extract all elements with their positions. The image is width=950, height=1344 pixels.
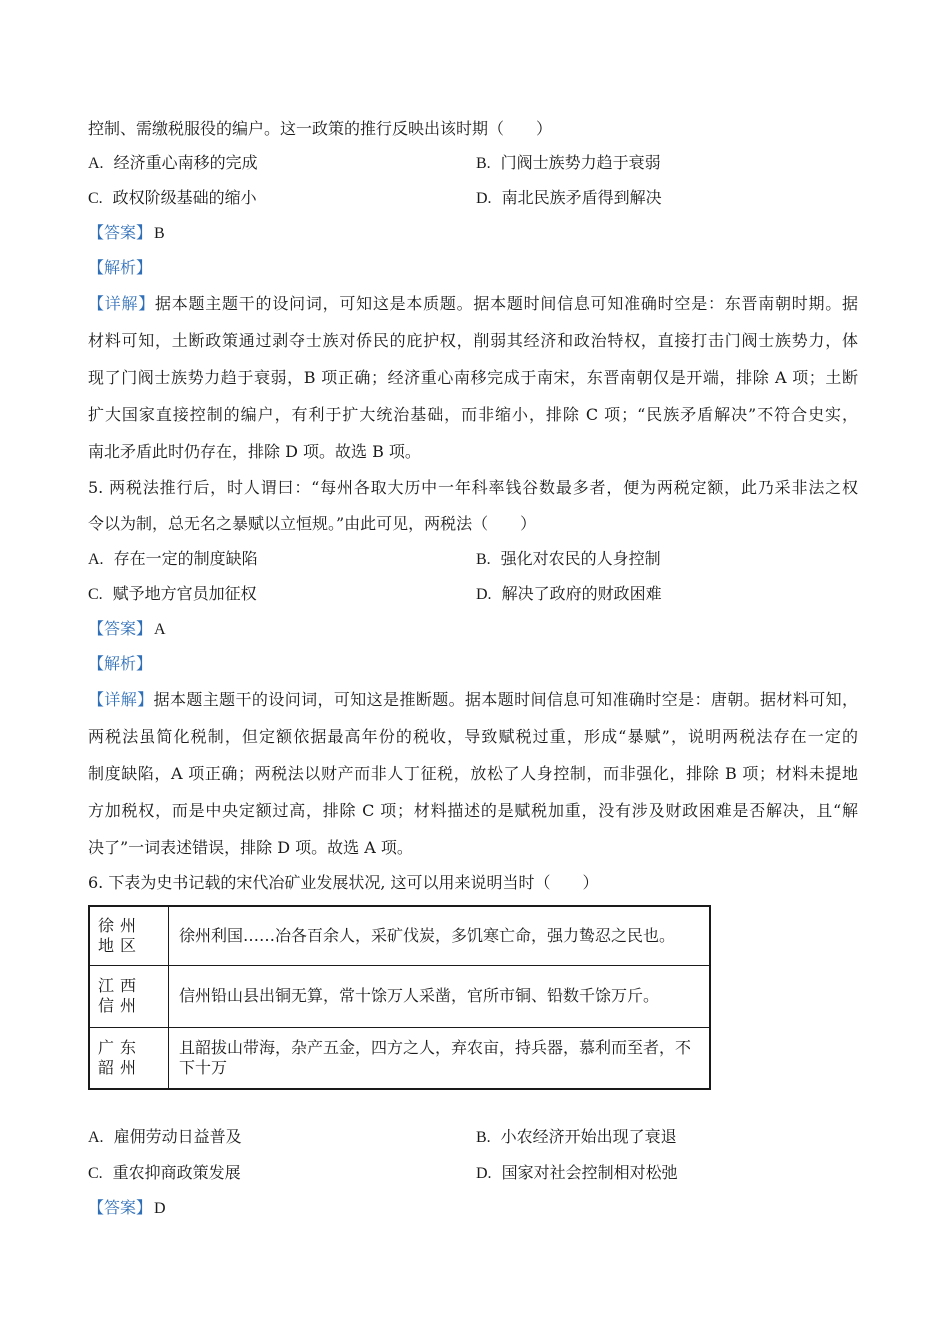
option-text: 政权阶级基础的缩小 bbox=[112, 188, 257, 207]
region-cell: 徐州地区 bbox=[89, 906, 169, 965]
option-text: 强化对农民的人身控制 bbox=[500, 549, 661, 568]
analysis-label: 【解析】 bbox=[88, 258, 153, 277]
option-text: 国家对社会控制相对松弛 bbox=[501, 1163, 678, 1182]
q5-detail-line-4: 方加税权，而是中央定额过高，排除 C 项；材料描述的是赋税加重，没有涉及财政困难是否解决，且“解 bbox=[88, 801, 858, 820]
q4-detail-line-3: 现了门阀士族势力趋于衰弱，B 项正确；经济重心南移完成于南宋，东晋南朝仅是开端，排除 A 项；土断 bbox=[88, 368, 858, 387]
q6-stem: 6. 下表为史书记载的宋代冶矿业发展状况, 这可以用来说明当时（ ） bbox=[88, 873, 599, 892]
option-letter: A. bbox=[88, 1129, 104, 1146]
option-letter: C. bbox=[88, 586, 103, 603]
option-letter: A. bbox=[88, 155, 104, 172]
q5-detail-line-3: 制度缺陷，A 项正确；两税法以财产而非人丁征税，放松了人身控制，而非强化，排除 B 项；材料未提地 bbox=[88, 764, 858, 783]
q5-detail-line-5: 决了”一词表述错误，排除 D 项。故选 A 项。 bbox=[88, 838, 413, 857]
option-text: 存在一定的制度缺陷 bbox=[113, 549, 258, 568]
option-text: 经济重心南移的完成 bbox=[113, 153, 258, 172]
q6-table bbox=[88, 905, 711, 1090]
q4-detail-line-5: 南北矛盾此时仍存在，排除 D 项。故选 B 项。 bbox=[88, 442, 421, 461]
q5-answer bbox=[88, 619, 166, 640]
q6-option-c[interactable] bbox=[88, 1163, 241, 1184]
option-letter: D. bbox=[476, 586, 492, 603]
q5-option-d[interactable] bbox=[476, 584, 662, 605]
q4-detail-line-2: 材料可知，土断政策通过剥夺士族对侨民的庇护权，削弱其经济和政治特权，直接打击门阀士族势力，体 bbox=[88, 331, 858, 350]
q4-option-c[interactable] bbox=[88, 188, 257, 209]
q4-detail-line-4: 扩大国家直接控制的编户，有利于扩大统治基础，而非缩小，排除 C 项；“民族矛盾解决”不符合史实， bbox=[88, 405, 858, 424]
record-cell: 徐州利国……冶各百余人，采矿伐炭，多饥寒亡命，强力鸷忍之民也。 bbox=[169, 906, 711, 965]
option-text: 雇佣劳动日益普及 bbox=[113, 1127, 242, 1146]
option-letter: A. bbox=[88, 551, 104, 568]
q4-detail-line-1 bbox=[88, 294, 858, 314]
option-letter: D. bbox=[476, 190, 492, 207]
answer-label: 【答案】 bbox=[88, 619, 153, 638]
detail-text: 据本题主题干的设问词，可知这是本质题。据本题时间信息可知准确时空是：东晋南朝时期。据 bbox=[155, 294, 858, 313]
q6-option-d[interactable] bbox=[476, 1163, 678, 1184]
option-text: 南北民族矛盾得到解决 bbox=[501, 188, 662, 207]
q4-stem: 控制、需缴税服役的编户。这一政策的推行反映出该时期（ ） bbox=[88, 119, 553, 138]
q5-detail-line-1 bbox=[88, 690, 858, 710]
region-cell: 江西信州 bbox=[89, 965, 169, 1027]
q4-analysis-label bbox=[88, 258, 152, 278]
answer-value: B bbox=[154, 225, 165, 242]
table-row bbox=[89, 965, 710, 1027]
option-letter: B. bbox=[476, 155, 491, 172]
detail-label: 【详解】 bbox=[88, 294, 156, 313]
option-text: 小农经济开始出现了衰退 bbox=[500, 1127, 677, 1146]
option-letter: B. bbox=[476, 551, 491, 568]
option-letter: B. bbox=[476, 1129, 491, 1146]
q4-option-b[interactable] bbox=[476, 153, 661, 174]
q5-option-a[interactable] bbox=[88, 549, 258, 570]
q5-detail-line-2: 两税法虽简化税制，但定额依据最高年份的税收，导致赋税过重，形成“暴赋”，说明两税法存在一定的 bbox=[88, 727, 858, 746]
answer-label: 【答案】 bbox=[88, 223, 153, 242]
answer-value: D bbox=[154, 1200, 166, 1217]
table-row bbox=[89, 1027, 710, 1089]
option-letter: D. bbox=[476, 1165, 492, 1182]
option-letter: C. bbox=[88, 1165, 103, 1182]
q6-answer bbox=[88, 1198, 166, 1219]
detail-text: 据本题主题干的设问词，可知这是推断题。据本题时间信息可知准确时空是：唐朝。据材料可知， bbox=[153, 690, 858, 709]
option-letter: C. bbox=[88, 190, 103, 207]
q5-stem-line-2: 令以为制，总无名之暴赋以立恒规。”由此可见，两税法（ ） bbox=[88, 514, 537, 533]
region-cell: 广东韶州 bbox=[89, 1027, 169, 1089]
q5-option-b[interactable] bbox=[476, 549, 661, 570]
record-cell: 且韶拔山带海，杂产五金，四方之人，弃农亩，持兵器，慕利而至者，不下十万 bbox=[169, 1027, 711, 1089]
table-row bbox=[89, 906, 710, 965]
q5-option-c[interactable] bbox=[88, 584, 257, 605]
record-cell: 信州铅山县出铜无算，常十馀万人采凿，官所市铜、铅数千馀万斤。 bbox=[169, 965, 711, 1027]
q4-option-a[interactable] bbox=[88, 153, 258, 174]
answer-label: 【答案】 bbox=[88, 1198, 153, 1217]
q4-option-d[interactable] bbox=[476, 188, 662, 209]
option-text: 解决了政府的财政困难 bbox=[501, 584, 662, 603]
option-text: 赋予地方官员加征权 bbox=[112, 584, 257, 603]
option-text: 重农抑商政策发展 bbox=[112, 1163, 241, 1182]
analysis-label: 【解析】 bbox=[88, 654, 153, 673]
q6-option-b[interactable] bbox=[476, 1127, 677, 1148]
q5-stem-line-1: 5. 两税法推行后，时人谓曰：“每州各取大历中一年科率钱谷数最多者，便为两税定额，此乃采非法之权 bbox=[88, 478, 858, 497]
q6-option-a[interactable] bbox=[88, 1127, 242, 1148]
answer-value: A bbox=[154, 621, 166, 638]
option-text: 门阀士族势力趋于衰弱 bbox=[500, 153, 661, 172]
q4-answer bbox=[88, 223, 165, 244]
detail-label: 【详解】 bbox=[88, 690, 154, 709]
q5-analysis-label bbox=[88, 654, 152, 674]
